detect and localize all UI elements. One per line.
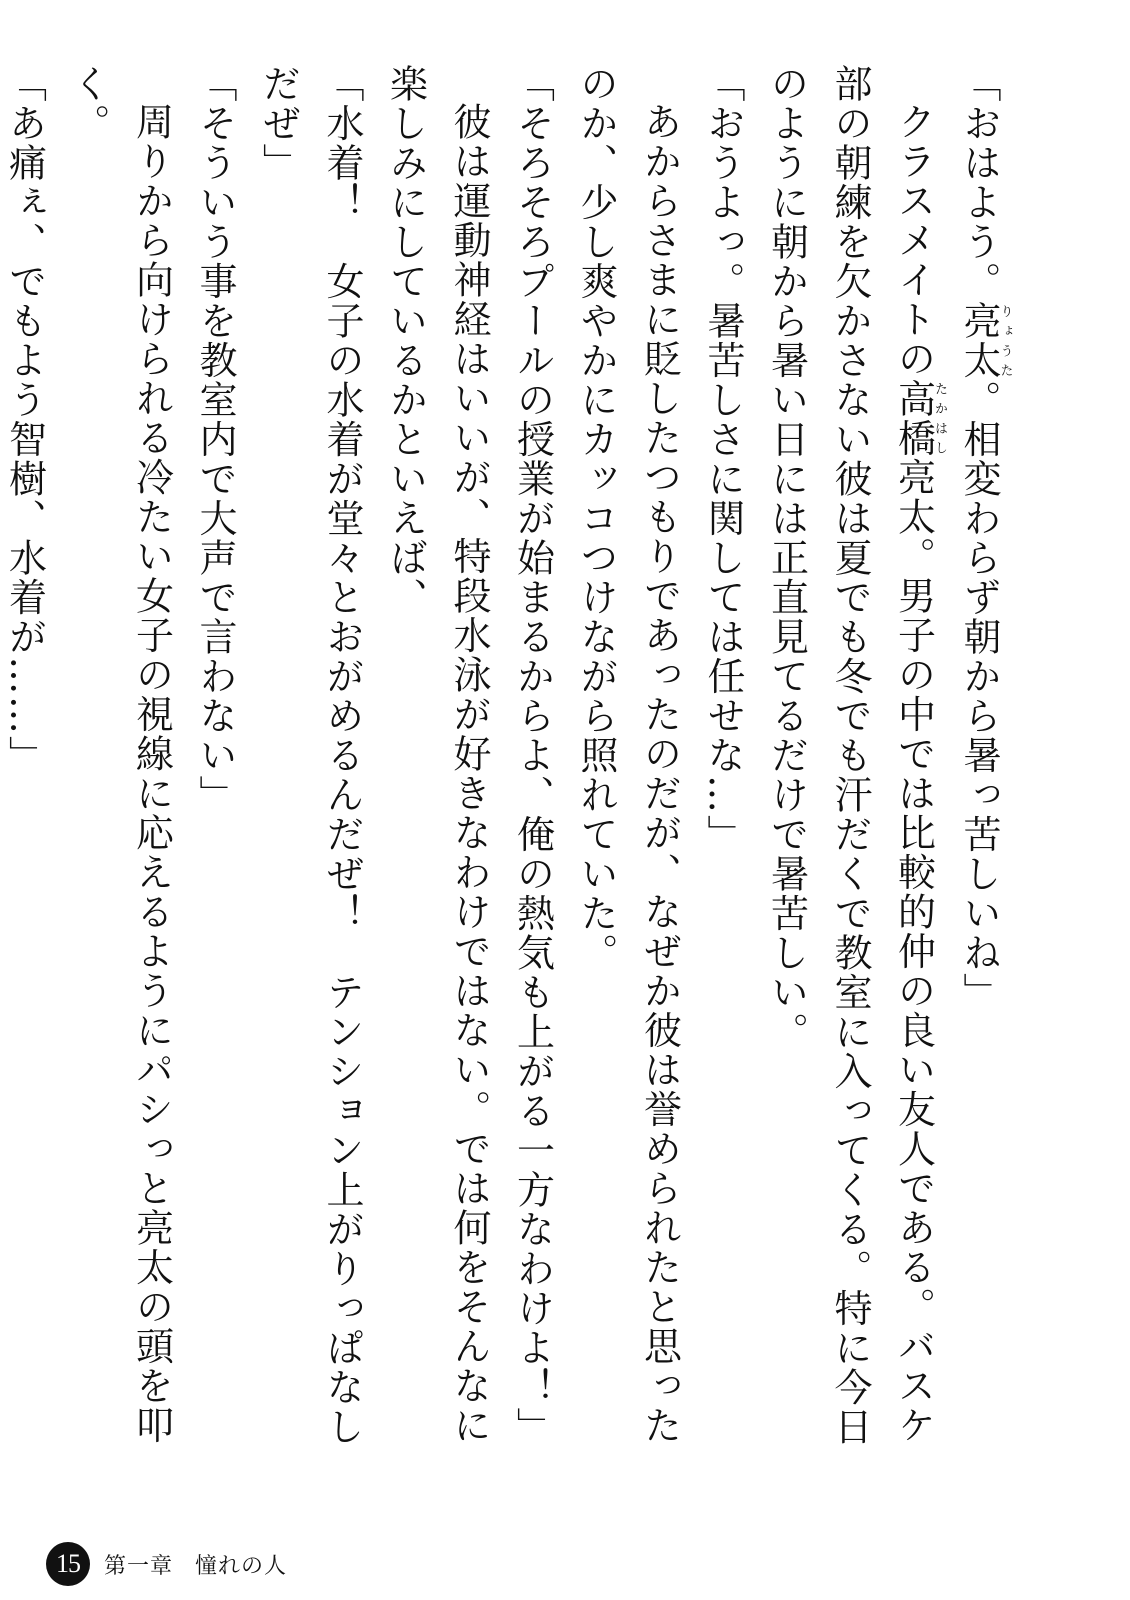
ruby-base: 高橋 xyxy=(891,378,936,458)
text-run: 「あ痛ぇ、でもよう智樹、水着が……」 xyxy=(2,64,47,775)
ruby-reading: りょうた xyxy=(997,301,1013,380)
text-run: 亮太。男子の中では比較的仲の良い友人である。バスケ部の朝練を欠かさない彼は夏でも冬でも汗だくで教室に入ってくる。特に今日のように朝から暑い日には正直見てるだけで暑苦しい。 xyxy=(764,64,936,1447)
ruby-base: 亮太 xyxy=(957,301,1001,380)
ruby-word xyxy=(891,378,947,458)
text-line xyxy=(246,64,373,1464)
running-header xyxy=(104,1549,287,1580)
ruby-reading: たかはし xyxy=(932,378,947,458)
chapter-title: 憧れの人 xyxy=(195,1553,288,1579)
text-run: 「そろそろプールの授業が始まるからよ、俺の熱気も上がる一方なわけよ！」 xyxy=(510,64,555,1447)
text-run: 彼は運動神経はいいが、特段水泳が好きなわけではない。では何をそんなに楽しみにしているかといえば、 xyxy=(383,64,491,1445)
body-text xyxy=(2,64,1013,1464)
text-line xyxy=(0,64,56,1464)
text-run: クラスメイトの xyxy=(891,102,936,379)
text-line xyxy=(373,64,500,1464)
page-footer xyxy=(46,1542,287,1586)
text-run: 「そういう事を教室内で大声で言わない」 xyxy=(193,64,237,815)
text-line xyxy=(500,64,564,1464)
text-line xyxy=(564,64,691,1464)
chapter-label: 第一章 xyxy=(104,1553,174,1579)
text-line xyxy=(56,64,183,1464)
text-line xyxy=(947,64,1013,1464)
text-run: 。相変わらず朝から暑っ苦しいね」 xyxy=(957,380,1001,1012)
text-run: 「おはよう。 xyxy=(957,64,1001,301)
text-line xyxy=(183,64,247,1464)
text-run: 周りから向けられる冷たい女子の視線に応えるようにパシっと亮太の頭を叩く。 xyxy=(66,64,174,1445)
text-run: あからさまに貶したつもりであったのだが、なぜか彼は誉められたと思ったのか、少し爽やかにカッコつけながら照れていた。 xyxy=(574,64,682,1445)
page-number: 15 xyxy=(46,1542,90,1586)
ruby-word xyxy=(957,301,1013,380)
text-run: 「おうよっ。暑苦しさに関しては任せな…」 xyxy=(701,64,745,854)
text-run: 「水着！ 女子の水着が堂々とおがめるんだぜ！ テンション上がりっぱなしだぜ」 xyxy=(256,64,364,1447)
text-line xyxy=(754,64,947,1464)
text-line xyxy=(691,64,755,1464)
